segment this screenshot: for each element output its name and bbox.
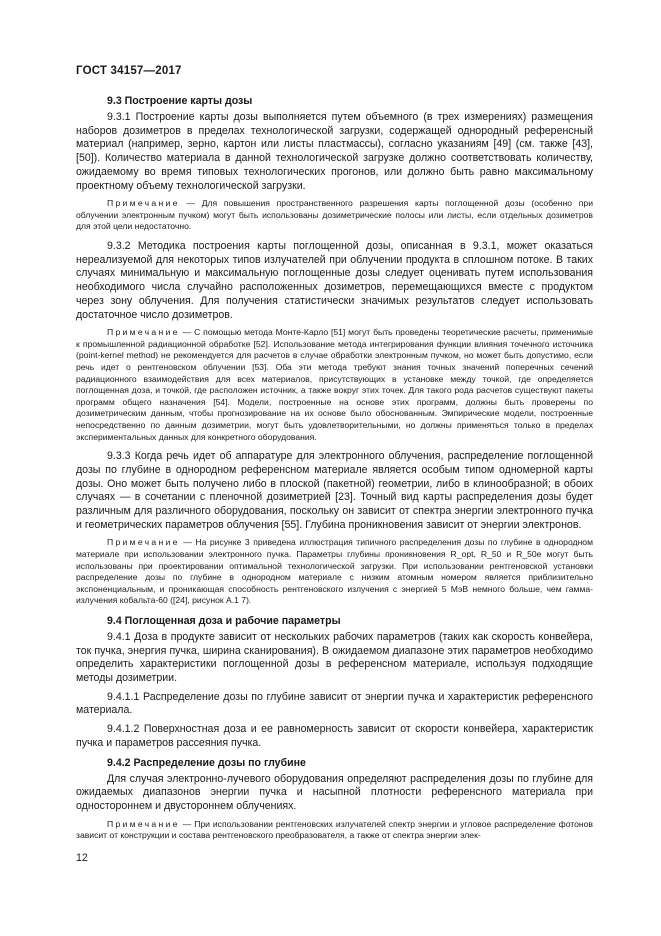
page-header: ГОСТ 34157—2017 — [76, 65, 182, 77]
note-label: Примечание — [107, 198, 180, 209]
section-heading-9-4-2: 9.4.2 Распределение дозы по глубине — [107, 756, 306, 769]
section-heading-9-4: 9.4 Поглощенная доза и рабочие параметры — [107, 614, 341, 627]
note-text: — С помощью метода Монте-Карло [51] могут быть проведены теоретические расчеты, применимые к промышленной радиационной обработке [52]. Использование метода интегрирования функции влияния точечного источника (point-kernel method) не рекомендуется для расчетов в случае обработки электронным пучком, но может быть допустимо, если речь идет о рентгеновском облучении [53]. Оба эти метода требуют знания точных значений поперечных сечений радиационного взаимодействия для всех материалов, присутствующих в установке между точкой, где определяется поглощенная доза, и точкой, где расположен источник, а также вокруг этих точек. Для такого рода расчетов существуют пакеты программ общего назначения [54]. Модели, построенные на основе этих программ, должны быть проверены по дозиметрическим данным, чтобы прогнозирование на их основе было обоснованным. Эмпирические модели, построенные непосредственно по данным дозиметрии, могут быть удовлетворительными, но должны применяться только в пределах экспериментальных данных для конкретного оборудования. — [76, 327, 593, 442]
note-text: — На рисунке 3 приведена иллюстрация типичного распределения дозы по глубине в однородном материале при использовании электронного пучка. Параметры глубины проникновения R_opt, R_50 и R_50e могут быть использованы при проектировании оптимальной технологической загрузки. При использовании рентгеновской установки распределение дозы по глубине в однородном материале с низким атомным номером является приблизительно экспоненциальным, и проникающая способность рентгеновского излучения с энергией 5 МэВ немного больше, чем гамма-излучения кобальта-60 ([24], рисунок А.1 7). — [76, 537, 593, 606]
note-label: Примечание — [107, 327, 180, 338]
section-heading-9-3: 9.3 Построение карты дозы — [107, 95, 253, 107]
paragraph-9-4-1-1: 9.4.1.1 Распределение дозы по глубине зависит от энергии пучка и характеристик референсного материала. — [76, 690, 593, 717]
paragraph-9-4-1: 9.4.1 Доза в продукте зависит от нескольких рабочих параметров (таких как скорость конвейера, ток пучка, энергия пучка, ширина сканирования). В ожидаемом диапазоне этих параметров необходимо определить характеристики поглощенной дозы в референсном материале, используя подходящие методы дозиметрии. — [76, 630, 593, 685]
paragraph-9-3-2: 9.3.2 Методика построения карты поглощенной дозы, описанная в 9.3.1, может оказаться нереализуемой для некоторых типов излучателей при облучении продукта в сплошном потоке. В таких случаях минимальную и максимальную поглощенные дозы следует оценивать путем использования необходимого числа случайно расположенных дозиметров, перемещающихся вместе с продуктом через зону облучения. Для получения статистически значимых результатов следует использовать достаточное число дозиметров. — [76, 240, 593, 321]
note-text: — Для повышения пространственного разрешения карты поглощенной дозы (особенно при облучении электронным пучком) могут быть использованы дозиметрические полосы или листы, если отдельных дозиметров для этой цели недостаточно. — [76, 198, 593, 232]
note-label: Примечание — [107, 818, 180, 829]
page-number: 12 — [76, 852, 88, 864]
page-content — [76, 94, 593, 849]
paragraph-9-3-3: 9.3.3 Когда речь идет об аппаратуре для электронного облучения, распределение поглощенной дозы по глубине в однородном референсном материале является особым типом одномерной карты дозы. Оно может быть получено либо в плоской (пакетной) геометрии, либо в клинообразной; в обоих случаях — в сочетании с пленочной дозиметрией [23]. Точный вид карты распределения дозы будет различным для различного оборудования, поскольку он зависит от спектра энергии электронного пучка и геометрических параметров облучения [55]. Глубина проникновения зависит от энергии электронов. — [76, 450, 593, 531]
note-9-3-2 — [76, 327, 593, 443]
note-9-3-3 — [76, 537, 593, 607]
paragraph-9-3-1: 9.3.1 Построение карты дозы выполняется путем объемного (в трех измерениях) размещения наборов дозиметров в пределах технологической загрузки, содержащей однородный референсный материал (например, зерно, картон или листы пластмассы), согласно указаниям [49] (см. также [43], [50]). Количество материала в данной технологической загрузке должно соответствовать количеству, ожидаемому во время типовых технологических прогонов, или должно быть равно максимальному проектному объему технологической загрузки. — [76, 111, 593, 192]
paragraph-9-4-1-2: 9.4.1.2 Поверхностная доза и ее равномерность зависит от скорости конвейера, характеристик пучка и параметров рассеяния пучка. — [76, 723, 593, 749]
note-9-3-1 — [76, 198, 593, 233]
note-9-4-2 — [76, 819, 593, 842]
paragraph-9-4-2: Для случая электронно-лучевого оборудования определяют распределения дозы по глубине для ожидаемых диапазонов энергии пучка и насыпной плотности референсного материала при одностороннем и двустороннем облучениях. — [76, 772, 593, 812]
note-text: — При использовании рентгеновских излучателей спектр энергии и угловое распределение фотонов зависит от конструкции и состава рентгеновского преобразователя, а также от спектра энергии элек- — [76, 818, 593, 841]
note-label: Примечание — [107, 537, 180, 548]
